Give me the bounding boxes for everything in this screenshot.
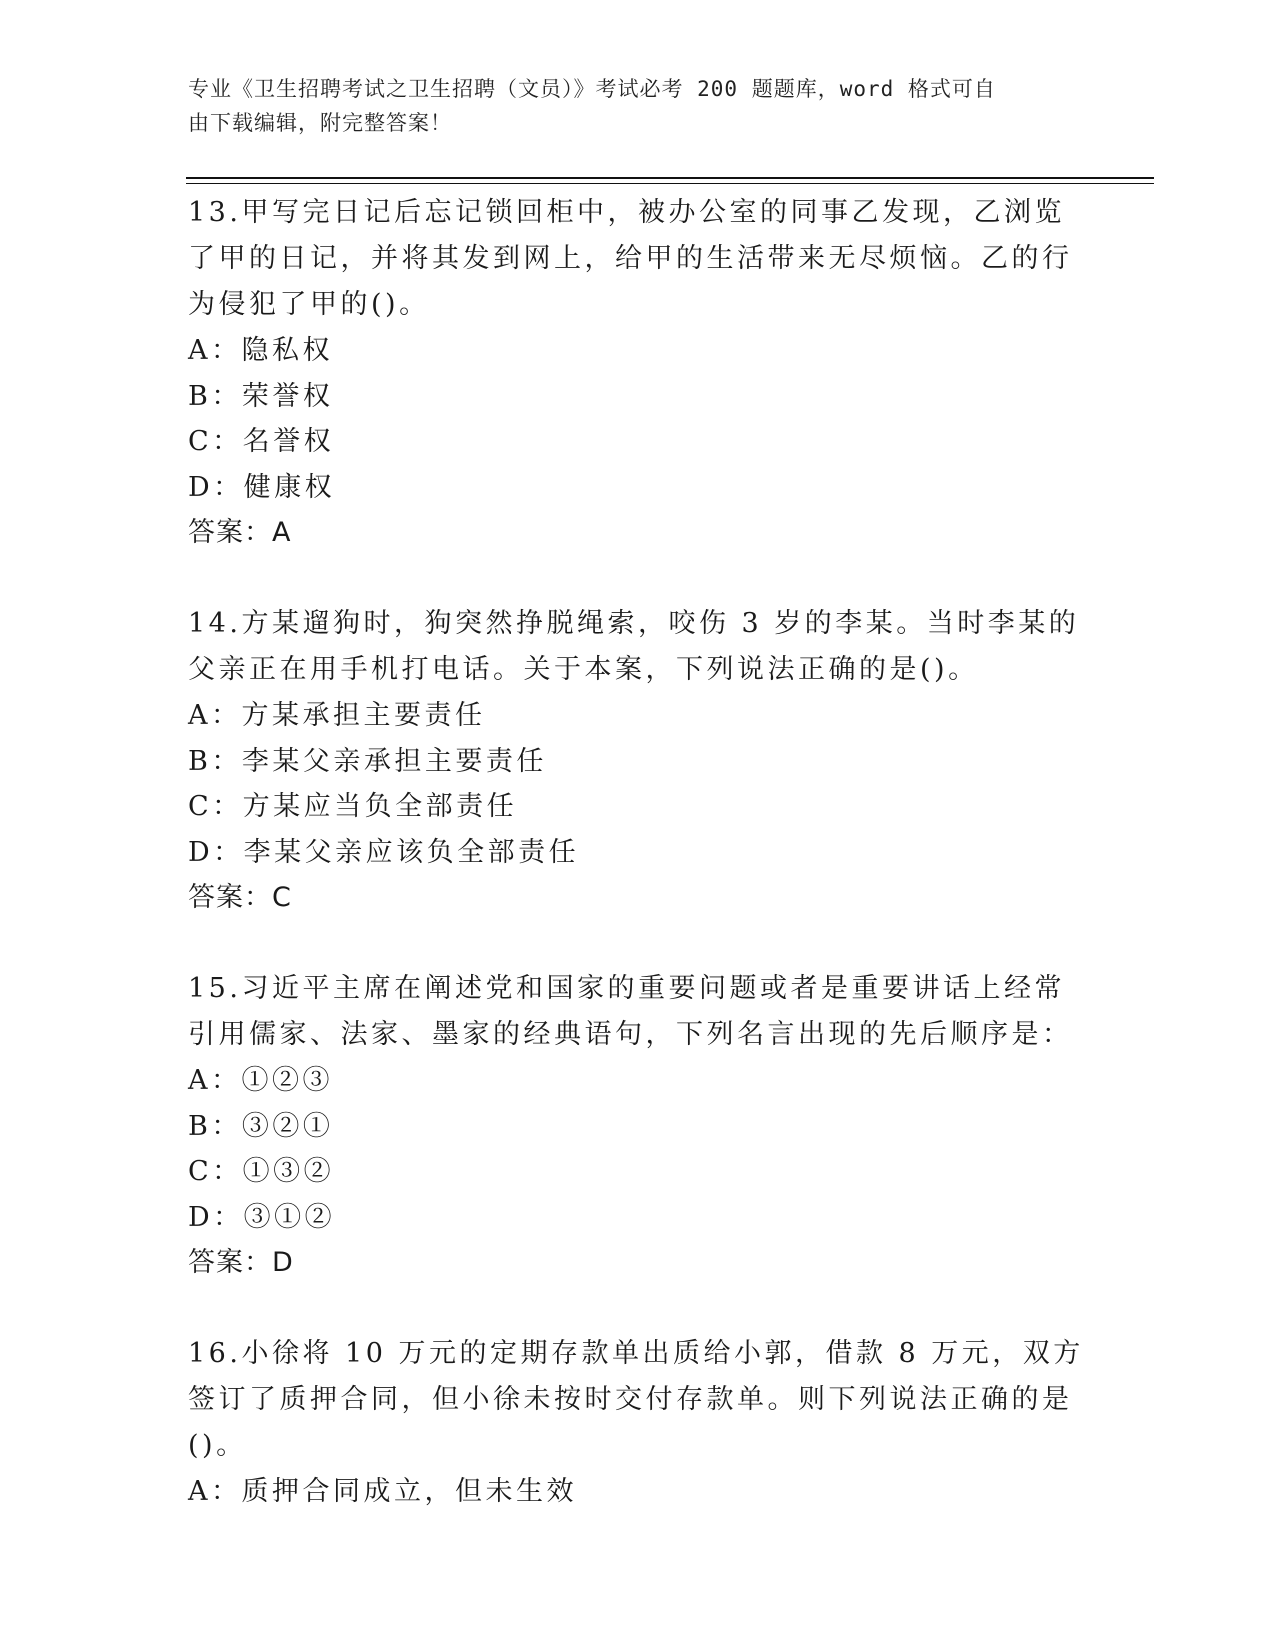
document-header: [188, 72, 1068, 140]
answer-line: 答案：D: [188, 1247, 294, 1278]
question-spacer: [188, 555, 1088, 597]
header-divider-thick: [186, 177, 1154, 179]
question-spacer: [188, 1285, 1088, 1327]
question-stem: 16.小徐将 10 万元的定期存款单出质给小郭，借款 8 万元，双方签订了质押合同，但小徐未按时交付存款单。则下列说法正确的是()。: [188, 1338, 1084, 1461]
answer-line: 答案：A: [188, 517, 292, 548]
option-a: A：方某承担主要责任: [188, 700, 486, 731]
question-13: [188, 190, 1088, 555]
question-spacer: [188, 920, 1088, 962]
option-b: B：③②①: [188, 1110, 334, 1142]
option-c: C：名誉权: [188, 426, 335, 457]
question-16: [188, 1331, 1088, 1515]
option-c: C：方某应当负全部责任: [188, 791, 518, 822]
option-c: C：①③②: [188, 1156, 335, 1187]
question-15: [188, 966, 1088, 1285]
header-title-line2: 由下载编辑，附完整答案！: [188, 111, 452, 135]
question-list: [188, 186, 1088, 1515]
option-d: D：李某父亲应该负全部责任: [188, 836, 580, 868]
question-stem: 14.方某遛狗时，狗突然挣脱绳索，咬伤 3 岁的李某。当时李某的父亲正在用手机打电话。关于本案，下列说法正确的是()。: [188, 608, 1080, 685]
question-stem: 15.习近平主席在阐述党和国家的重要问题或者是重要讲话上经常引用儒家、法家、墨家的经典语句，下列名言出现的先后顺序是：: [188, 973, 1073, 1050]
option-a: A：质押合同成立，但未生效: [188, 1476, 577, 1507]
option-b: B：荣誉权: [188, 380, 334, 412]
answer-line: 答案：C: [188, 882, 292, 913]
option-d: D：③①②: [188, 1201, 336, 1233]
option-a: A：①②③: [188, 1065, 333, 1096]
option-a: A：隐私权: [188, 335, 333, 366]
question-14: [188, 601, 1088, 920]
option-b: B：李某父亲承担主要责任: [188, 745, 547, 777]
option-d: D：健康权: [188, 471, 336, 503]
header-divider-thin: [186, 183, 1154, 184]
question-stem: 13.甲写完日记后忘记锁回柜中，被办公室的同事乙发现，乙浏览了甲的日记，并将其发到网上，给甲的生活带来无尽烦恼。乙的行为侵犯了甲的()。: [188, 197, 1073, 320]
header-title-line1: 专业《卫生招聘考试之卫生招聘（文员）》考试必考 200 题题库，word 格式可自: [188, 77, 996, 101]
